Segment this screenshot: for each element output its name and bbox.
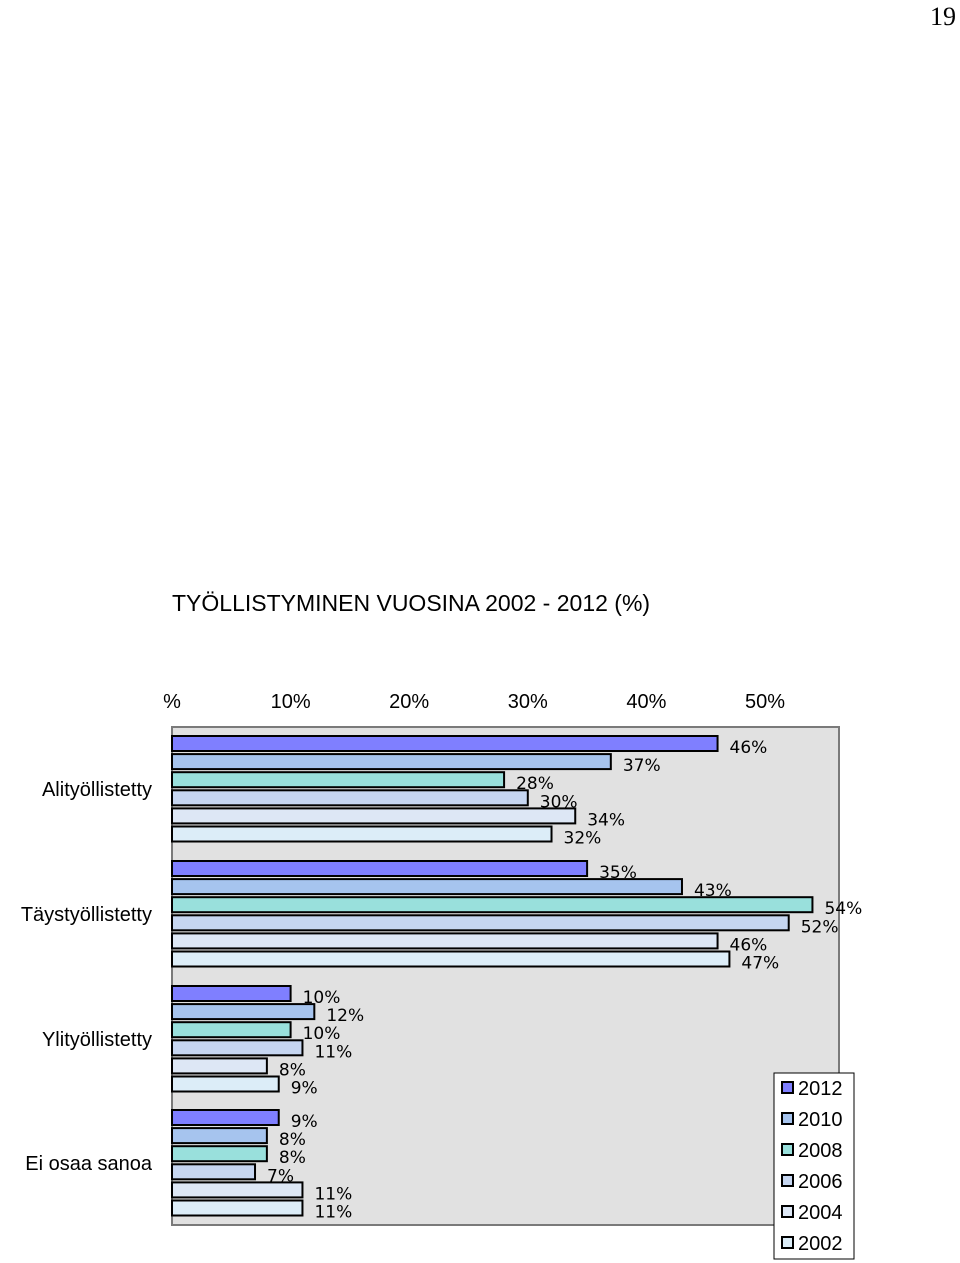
x-tick-label: 10% <box>270 691 311 713</box>
legend-swatch <box>782 1206 793 1217</box>
legend-box <box>774 1073 854 1259</box>
legend-label: 2004 <box>798 1202 843 1224</box>
legend-label: 2012 <box>798 1078 843 1100</box>
category-axis <box>21 779 153 1175</box>
legend-swatch <box>782 1237 793 1248</box>
legend-swatch <box>782 1113 793 1124</box>
data-label: 9% <box>290 1112 318 1132</box>
legend <box>774 1073 854 1259</box>
bar <box>172 1201 302 1216</box>
data-label: 47% <box>741 953 780 974</box>
bar <box>172 1128 267 1143</box>
bar <box>172 933 718 948</box>
x-tick-label: 40% <box>626 691 667 713</box>
data-label: 7% <box>267 1166 295 1187</box>
data-label: 32% <box>563 828 602 849</box>
x-tick-label: 50% <box>744 691 786 713</box>
bar <box>172 1110 279 1125</box>
data-label: 10% <box>302 988 341 1008</box>
data-label: 11% <box>314 1184 353 1205</box>
data-label: 35% <box>599 863 637 883</box>
bar <box>172 1146 267 1161</box>
data-label: 37% <box>622 756 661 777</box>
data-label: 30% <box>539 792 578 813</box>
data-label: 52% <box>800 917 839 938</box>
bar <box>172 808 575 823</box>
bar <box>172 754 611 769</box>
data-label: 34% <box>587 810 626 831</box>
data-label: 11% <box>314 1202 353 1223</box>
bar <box>172 952 729 967</box>
bar <box>172 986 291 1001</box>
data-label: 8% <box>278 1130 306 1151</box>
bar <box>172 827 552 842</box>
bar <box>172 790 528 805</box>
data-label: 54% <box>824 899 863 920</box>
bar <box>172 1022 291 1037</box>
data-label: 43% <box>693 881 732 902</box>
legend-label: 2002 <box>798 1233 843 1255</box>
page-number: 19 <box>930 2 956 31</box>
data-label: 28% <box>516 774 554 795</box>
data-label: 46% <box>729 738 768 758</box>
legend-swatch <box>782 1175 793 1186</box>
bar <box>172 1058 267 1073</box>
legend-swatch <box>782 1082 793 1093</box>
data-label: 10% <box>302 1024 341 1045</box>
data-label: 8% <box>278 1060 306 1081</box>
data-label: 12% <box>326 1006 365 1027</box>
bar <box>172 1164 255 1179</box>
data-label: 11% <box>314 1042 353 1063</box>
category-label: Alityöllistetty <box>41 779 152 801</box>
bar <box>172 1040 302 1055</box>
chart-title: TYÖLLISTYMINEN VUOSINA 2002 - 2012 (%) <box>172 590 651 616</box>
bar <box>172 772 504 787</box>
x-tick-label: % <box>163 691 181 713</box>
bar <box>172 1077 279 1092</box>
bar <box>172 1004 314 1019</box>
x-tick-label: 20% <box>389 691 430 713</box>
bar <box>172 736 718 751</box>
legend-label: 2010 <box>798 1109 843 1131</box>
category-label: Ylityöllistetty <box>41 1029 152 1051</box>
data-label: 9% <box>290 1078 318 1099</box>
data-label: 8% <box>278 1148 306 1169</box>
category-label: Ei osaa sanoa <box>25 1153 152 1175</box>
data-label: 46% <box>729 935 768 956</box>
x-axis <box>163 691 785 713</box>
legend-label: 2006 <box>798 1171 843 1193</box>
legend-swatch <box>782 1144 793 1155</box>
x-tick-label: 30% <box>507 691 548 713</box>
category-label: Täystyöllistetty <box>20 904 152 926</box>
bar <box>172 915 789 930</box>
legend-label: 2008 <box>798 1140 843 1162</box>
bar <box>172 861 587 876</box>
